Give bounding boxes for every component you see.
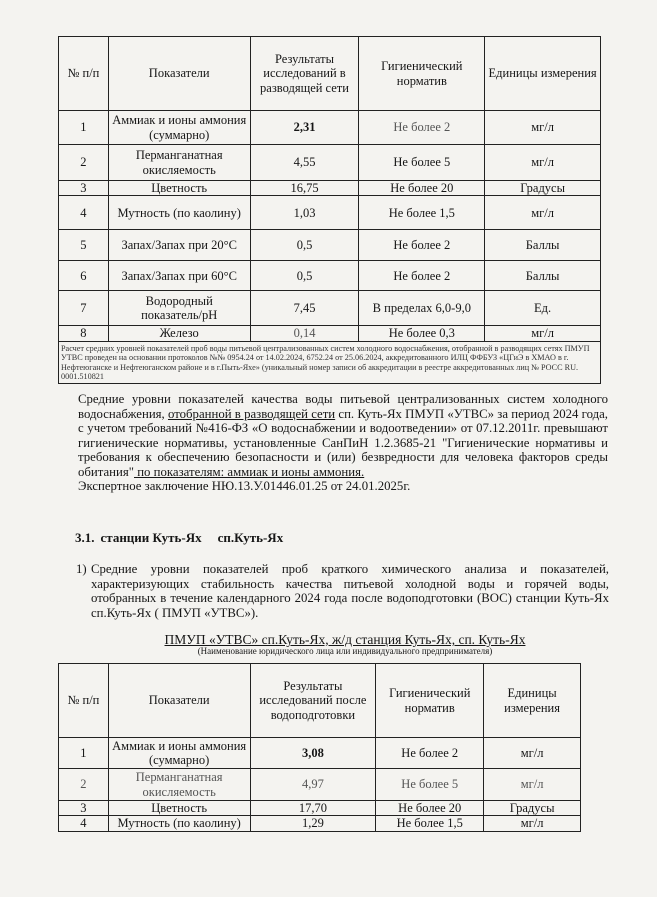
row-value: 1,03 xyxy=(250,196,359,230)
row-num: 3 xyxy=(59,181,109,196)
row-norm: Не более 2 xyxy=(359,261,485,291)
row-norm: Не более 2 xyxy=(376,738,484,769)
header-indicator: Показатели xyxy=(108,664,250,738)
list-number: 1) xyxy=(76,562,87,576)
row-num: 7 xyxy=(59,291,109,326)
row-indicator: Запах/Запах при 20°С xyxy=(108,230,250,261)
row-value: 0,14 xyxy=(250,326,359,341)
row-unit: Градусы xyxy=(484,801,581,816)
header-indicator: Показатели xyxy=(108,37,250,111)
row-unit: мг/л xyxy=(484,738,581,769)
water-quality-table-network xyxy=(58,36,601,384)
row-norm: Не более 0,3 xyxy=(359,326,485,341)
row-value: 4,55 xyxy=(250,145,359,181)
row-unit: мг/л xyxy=(484,769,581,801)
row-num: 6 xyxy=(59,261,109,291)
section-location: сп.Куть-Ях xyxy=(217,530,284,545)
row-value: 2,31 xyxy=(250,111,359,145)
row-norm: В пределах 6,0-9,0 xyxy=(359,291,485,326)
row-value: 16,75 xyxy=(250,181,359,196)
row-indicator: Перманганатная окисляемость xyxy=(108,145,250,181)
header-num: № п/п xyxy=(59,664,109,738)
row-indicator: Цветность xyxy=(108,801,250,816)
table-row xyxy=(59,816,581,831)
row-indicator: Железо xyxy=(108,326,250,341)
conclusion-paragraph xyxy=(78,392,608,494)
table-row xyxy=(59,111,601,145)
row-unit: Баллы xyxy=(485,261,601,291)
row-indicator: Водородный показатель/pH xyxy=(108,291,250,326)
row-num: 3 xyxy=(59,801,109,816)
row-unit: мг/л xyxy=(485,145,601,181)
row-norm: Не более 20 xyxy=(376,801,484,816)
table-row xyxy=(59,181,601,196)
row-indicator: Мутность (по каолину) xyxy=(108,816,250,831)
organization-caption xyxy=(110,632,580,656)
header-num: № п/п xyxy=(59,37,109,111)
table-footnote-row xyxy=(59,341,601,384)
para-text: сп. Куть-Ях ПМУП «УТВС» xyxy=(335,406,495,421)
row-num: 8 xyxy=(59,326,109,341)
table-row xyxy=(59,145,601,181)
header-result: Результаты исследований после водоподготовки xyxy=(250,664,376,738)
row-num: 4 xyxy=(59,196,109,230)
header-unit: Единицы измерения xyxy=(484,664,581,738)
row-unit: Градусы xyxy=(485,181,601,196)
row-value: 1,29 xyxy=(250,816,376,831)
header-norm: Гигиенический норматив xyxy=(359,37,485,111)
row-indicator: Аммиак и ионы аммония (суммарно) xyxy=(108,111,250,145)
table-row xyxy=(59,738,581,769)
row-indicator: Аммиак и ионы аммония (суммарно) xyxy=(108,738,250,769)
row-indicator: Мутность (по каолину) xyxy=(108,196,250,230)
row-num: 1 xyxy=(59,111,109,145)
row-indicator: Перманганатная окисляемость xyxy=(108,769,250,801)
table-row xyxy=(59,261,601,291)
para-text: Средние уровни показателей качества воды питьевой централизованных систем холодного водоснабжения, xyxy=(78,392,608,421)
row-num: 2 xyxy=(59,145,109,181)
list-text: Средние уровни показателей проб краткого химического анализа и показателей, характеризующих стабильность качества питьевой холодной воды и горячей воды, отобранных в течение календарного 2024 года после водоподготовки (ВОС) станции Куть-Ях сп.Куть-Ях ( ПМУП «УТВС»). xyxy=(91,562,609,620)
organization-name: ПМУП «УТВС» сп.Куть-Ях, ж/д станция Куть-Ях, сп. Куть-Ях xyxy=(164,632,526,647)
table-footnote: Расчет средних уровней показателей проб воды питьевой централизованных систем холодного водоснабжения, отобранной в разводящих сетях ПМУП УТВС проведен на основании протоколов №№ 0954.24 от 14.02.2024, 6752.24 от 25.06.2024, аккредитованного ИЛЦ ФФБУЗ «ЦГиЭ в ХМАО в г. Нефтеюганске и Нефтеюганском районе и в г.Пыть-Яхе» (уникальный номер записи об аккредитации в реестре аккредитованных лиц № РОСС RU. 0001.510821 xyxy=(59,341,601,384)
para-text: за период 2024 года, с учетом требований №416-ФЗ «О водоснабжении и водоотведении» от 07.12.2011г. превышают гигиенические нормативы, xyxy=(78,406,608,450)
row-value: 3,08 xyxy=(250,738,376,769)
table-row xyxy=(59,326,601,341)
row-norm: Не более 1,5 xyxy=(359,196,485,230)
header-result: Результаты исследований в разводящей сети xyxy=(250,37,359,111)
row-value: 4,97 xyxy=(250,769,376,801)
expert-conclusion: Экспертное заключение НЮ.13.У.01446.01.25 от 24.01.2025г. xyxy=(78,479,411,493)
table-row xyxy=(59,801,581,816)
row-num: 5 xyxy=(59,230,109,261)
para-underlined: отобранной в разводящей сети xyxy=(167,406,336,421)
table-row xyxy=(59,291,601,326)
row-norm: Не более 2 xyxy=(359,111,485,145)
water-quality-table-treated xyxy=(58,663,581,832)
row-unit: Баллы xyxy=(485,230,601,261)
section-heading xyxy=(75,530,283,546)
para-underlined: по показателям: аммиак и ионы аммония. xyxy=(134,464,365,479)
header-norm: Гигиенический норматив xyxy=(376,664,484,738)
row-value: 0,5 xyxy=(250,261,359,291)
row-unit: мг/л xyxy=(484,816,581,831)
table-header-row xyxy=(59,664,581,738)
row-unit: Ед. xyxy=(485,291,601,326)
row-unit: мг/л xyxy=(485,196,601,230)
row-norm: Не более 5 xyxy=(359,145,485,181)
row-num: 2 xyxy=(59,769,109,801)
section-title: станции Куть-Ях xyxy=(100,530,202,545)
organization-caption-note: (Наименование юридического лица или индивидуального предпринимателя) xyxy=(197,646,493,656)
row-norm: Не более 20 xyxy=(359,181,485,196)
row-norm: Не более 2 xyxy=(359,230,485,261)
row-unit: мг/л xyxy=(485,111,601,145)
row-norm: Не более 1,5 xyxy=(376,816,484,831)
row-num: 4 xyxy=(59,816,109,831)
table-row xyxy=(59,230,601,261)
table-row xyxy=(59,769,581,801)
row-value: 7,45 xyxy=(250,291,359,326)
para-text: установленные СанПиН 1.2.3685-21 "Гигиенические нормативы и требования к обеспечению безопасности и (или) безвредности для человека факторов среды обитания" xyxy=(78,435,608,479)
table-row xyxy=(59,196,601,230)
row-num: 1 xyxy=(59,738,109,769)
header-unit: Единицы измерения xyxy=(485,37,601,111)
row-indicator: Запах/Запах при 60°С xyxy=(108,261,250,291)
row-value: 0,5 xyxy=(250,230,359,261)
section-number: 3.1. xyxy=(75,530,95,545)
row-indicator: Цветность xyxy=(108,181,250,196)
row-value: 17,70 xyxy=(250,801,376,816)
row-unit: мг/л xyxy=(485,326,601,341)
row-norm: Не более 5 xyxy=(376,769,484,801)
table-header-row xyxy=(59,37,601,111)
